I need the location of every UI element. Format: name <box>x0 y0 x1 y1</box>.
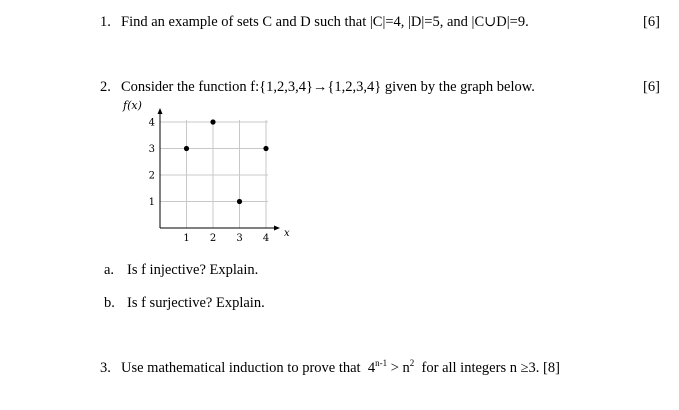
y-tick-label: 1 <box>148 197 155 208</box>
y-tick-label: 3 <box>148 144 155 155</box>
function-graph <box>120 98 300 246</box>
question-3-relation: > <box>390 360 399 376</box>
data-point <box>263 146 268 151</box>
y-tick-label: 2 <box>148 170 155 182</box>
x-axis-arrow <box>274 226 280 231</box>
x-tick-label: 1 <box>183 233 190 244</box>
x-tick-label: 3 <box>236 233 243 244</box>
y-axis-arrow <box>158 108 163 114</box>
graph-grid <box>160 120 268 228</box>
question-2-text: Consider the function f:{1,2,3,4}→{1,2,3,4} given by the graph below. <box>121 79 535 95</box>
data-point <box>237 199 242 204</box>
part-b-label: b. <box>104 295 115 311</box>
x-axis-label: x <box>284 228 290 239</box>
question-3-text-before: Use mathematical induction to prove that <box>121 360 361 376</box>
question-2-marks: [6] <box>643 79 660 95</box>
question-3-exponent: n-1 <box>375 358 388 369</box>
question-3-number: 3. <box>100 360 111 376</box>
x-tick-label: 2 <box>209 233 217 244</box>
y-tick-label: 4 <box>148 117 155 129</box>
part-a-text: Is f injective? Explain. <box>127 262 259 278</box>
question-2-number: 2. <box>100 79 111 95</box>
part-b-text: Is f surjective? Explain. <box>127 295 265 311</box>
x-tick-label: 4 <box>262 233 270 244</box>
question-3-text-after: for all integers n ≥3. [8] <box>421 360 560 376</box>
question-3-base: 4 <box>367 360 376 376</box>
data-point <box>210 119 215 124</box>
question-3-rhs-base: n <box>402 360 410 376</box>
question-3-rhs-exponent: 2 <box>409 358 415 369</box>
y-axis-label: f(x) <box>123 99 142 112</box>
question-1-number: 1. <box>100 14 111 30</box>
question-1-text: Find an example of sets C and D such that |C|=4, |D|=5, and |C∪D|=9. <box>121 14 529 30</box>
part-a-label: a. <box>104 262 115 278</box>
question-1-marks: [6] <box>643 14 660 30</box>
data-point <box>184 146 189 151</box>
graph-axes <box>158 108 281 231</box>
question-3-text <box>121 360 560 377</box>
